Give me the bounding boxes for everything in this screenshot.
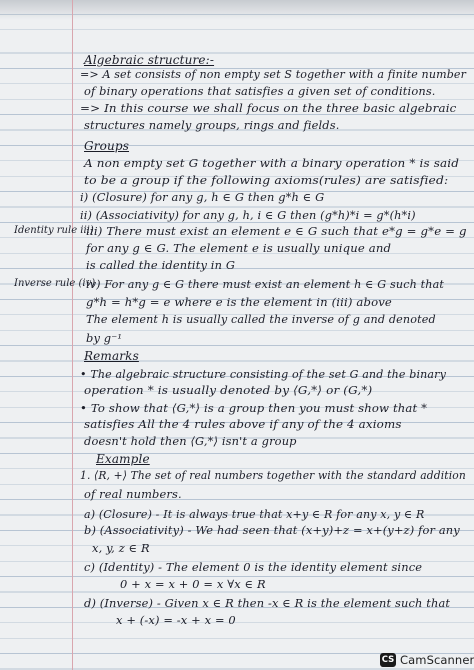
scanner-watermark: [380, 652, 474, 668]
note-line: iv) For any g ∈ G there must exist an element h ∈ G such that: [86, 277, 445, 291]
note-line: i) (Closure) for any g, h ∈ G then g*h ∈ G: [80, 190, 325, 204]
note-line: a) (Closure) - It is always true that x+y ∈ R for any x, y ∈ R: [84, 507, 425, 521]
note-line: => In this course we shall focus on the three basic algebraic: [80, 101, 457, 115]
note-line: by g⁻¹: [86, 331, 123, 345]
note-line: 0 + x = x + 0 = x ∀x ∈ R: [120, 577, 266, 591]
note-line: satisfies All the 4 rules above if any of the 4 axioms: [84, 417, 402, 431]
note-line: of binary operations that satisfies a given set of conditions.: [84, 84, 436, 98]
note-line: The element h is usually called the inverse of g and denoted: [86, 312, 436, 326]
margin-note-inverse: Inverse rule (iv): [14, 278, 96, 289]
note-line: • To show that ⟨G,*⟩ is a group then you must show that *: [80, 401, 428, 415]
note-title: Algebraic structure:-: [84, 53, 215, 67]
note-line: structures namely groups, rings and fields.: [84, 118, 340, 132]
note-line: 1. ⟨R, +⟩ The set of real numbers together with the standard addition: [80, 468, 466, 482]
note-line: ii) (Associativity) for any g, h, i ∈ G then (g*h)*i = g*(h*i): [80, 208, 416, 222]
note-line: d) (Inverse) - Given x ∈ R then -x ∈ R is the element such that: [84, 596, 451, 610]
camscanner-logo-icon: CS: [381, 655, 395, 665]
note-line: to be a group if the following axioms(rules) are satisfied:: [84, 173, 449, 187]
margin-note-identity: Identity rule iii): [14, 225, 94, 236]
note-line: x, y, z ∈ R: [92, 541, 150, 555]
note-line: of real numbers.: [84, 487, 182, 501]
note-line: doesn't hold then ⟨G,*⟩ isn't a group: [84, 434, 297, 448]
note-line: for any g ∈ G. The element e is usually unique and: [86, 241, 392, 255]
note-line: iii) There must exist an element e ∈ G such that e*g = g*e = g: [86, 224, 467, 238]
margin-line: [72, 0, 73, 670]
note-line: operation * is usually denoted by ⟨G,*⟩ or (G,*): [84, 383, 373, 397]
section-heading-remarks: Remarks: [84, 349, 139, 363]
camscanner-label: CamScanner: [400, 653, 474, 667]
note-line: c) (Identity) - The element 0 is the identity element since: [84, 560, 423, 574]
section-heading-groups: Groups: [84, 139, 130, 153]
note-line: • The algebraic structure consisting of the set G and the binary: [80, 367, 446, 381]
note-line: A non empty set G together with a binary operation * is said: [84, 156, 460, 170]
note-line: => A set consists of non empty set S together with a finite number: [80, 67, 467, 81]
section-heading-example: Example: [96, 452, 150, 466]
note-line: is called the identity in G: [86, 258, 236, 272]
note-line: b) (Associativity) - We had seen that (x+y)+z = x+(y+z) for any: [84, 523, 460, 537]
note-line: x + (-x) = -x + x = 0: [116, 613, 236, 627]
note-line: g*h = h*g = e where e is the element in (iii) above: [86, 295, 392, 309]
